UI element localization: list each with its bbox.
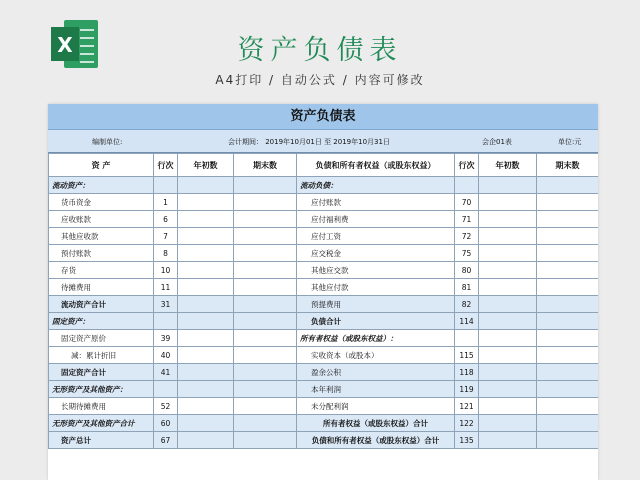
asset-begin-cell[interactable] [178,432,234,449]
table-row [49,177,599,194]
asset-end-cell[interactable] [234,313,297,330]
asset-name-cell[interactable]: 长期待摊费用 [49,398,154,415]
asset-row-no-cell[interactable]: 39 [154,330,178,347]
liability-row-no-cell[interactable]: 75 [455,245,479,262]
liability-row-no-cell[interactable]: 118 [455,364,479,381]
liability-name-cell[interactable]: 应付工资 [297,228,455,245]
table-row [49,313,599,330]
table-row [49,194,599,211]
liability-row-no-cell[interactable]: 80 [455,262,479,279]
table-row [49,279,599,296]
unit-label: 编制单位: [92,138,123,146]
col-header-end: 期末数 [234,154,297,177]
liability-end-cell[interactable] [537,177,599,194]
asset-row-no-cell[interactable]: 41 [154,364,178,381]
asset-row-no-cell[interactable]: 52 [154,398,178,415]
asset-name-cell[interactable]: 应收账款 [49,211,154,228]
liability-name-cell[interactable]: 流动负债： [297,177,455,194]
asset-begin-cell[interactable] [178,330,234,347]
liability-name-cell[interactable]: 所有者权益（或股东权益）： [297,330,455,347]
liability-end-cell[interactable] [537,398,599,415]
liability-end-cell[interactable] [537,381,599,398]
liability-row-no-cell[interactable]: 115 [455,347,479,364]
asset-name-cell[interactable]: 无形资产及其他资产合计 [49,415,154,432]
asset-end-cell[interactable] [234,364,297,381]
liability-name-cell[interactable]: 负债合计 [297,313,455,330]
table-row [49,245,599,262]
page-header [0,0,640,100]
liability-end-cell[interactable] [537,262,599,279]
asset-row-no-cell[interactable]: 11 [154,279,178,296]
spreadsheet [48,104,598,480]
liability-begin-cell[interactable] [479,211,537,228]
liability-name-cell[interactable]: 其他应交款 [297,262,455,279]
col-header-row-no-2: 行次 [455,154,479,177]
liability-name-cell[interactable]: 本年利润 [297,381,455,398]
liability-end-cell[interactable] [537,432,599,449]
asset-begin-cell[interactable] [178,194,234,211]
col-header-begin: 年初数 [178,154,234,177]
table-row [49,381,599,398]
asset-row-no-cell[interactable]: 8 [154,245,178,262]
liability-name-cell[interactable]: 负债和所有者权益（或股东权益）合计 [297,432,455,449]
asset-name-cell[interactable]: 固定资产： [49,313,154,330]
liability-begin-cell[interactable] [479,330,537,347]
asset-row-no-cell[interactable]: 6 [154,211,178,228]
liability-name-cell[interactable]: 预提费用 [297,296,455,313]
asset-name-cell[interactable]: 固定资产合计 [49,364,154,381]
liability-name-cell[interactable]: 所有者权益（或股东权益）合计 [297,415,455,432]
col-header-asset: 资 产 [49,154,154,177]
asset-name-cell[interactable]: 预付账款 [49,245,154,262]
asset-begin-cell[interactable] [178,296,234,313]
asset-end-cell[interactable] [234,347,297,364]
asset-begin-cell[interactable] [178,245,234,262]
asset-end-cell[interactable] [234,228,297,245]
liability-begin-cell[interactable] [479,228,537,245]
asset-name-cell[interactable]: 存货 [49,262,154,279]
liability-row-no-cell[interactable]: 122 [455,415,479,432]
liability-row-no-cell[interactable]: 81 [455,279,479,296]
asset-row-no-cell[interactable] [154,313,178,330]
liability-begin-cell[interactable] [479,177,537,194]
asset-name-cell[interactable]: 无形资产及其他资产： [49,381,154,398]
table-row [49,432,599,449]
asset-end-cell[interactable] [234,398,297,415]
form-number: 会企01表 [482,138,512,146]
liability-begin-cell[interactable] [479,313,537,330]
asset-end-cell[interactable] [234,262,297,279]
asset-end-cell[interactable] [234,330,297,347]
liability-name-cell[interactable]: 盈余公积 [297,364,455,381]
table-row [49,228,599,245]
asset-name-cell[interactable]: 流动资产： [49,177,154,194]
table-row [49,364,599,381]
liability-row-no-cell[interactable] [455,177,479,194]
liability-begin-cell[interactable] [479,347,537,364]
asset-name-cell[interactable]: 固定资产原价 [49,330,154,347]
liability-row-no-cell[interactable]: 82 [455,296,479,313]
liability-row-no-cell[interactable]: 135 [455,432,479,449]
asset-name-cell[interactable]: 减：累计折旧 [49,347,154,364]
liability-begin-cell[interactable] [479,262,537,279]
table-row [49,262,599,279]
col-header-begin-2: 年初数 [479,154,537,177]
liability-begin-cell[interactable] [479,245,537,262]
liability-end-cell[interactable] [537,194,599,211]
col-header-row-no: 行次 [154,154,178,177]
liability-name-cell[interactable]: 其他应付款 [297,279,455,296]
liability-begin-cell[interactable] [479,194,537,211]
table-header-row [49,154,599,177]
asset-end-cell[interactable] [234,177,297,194]
asset-name-cell[interactable]: 流动资产合计 [49,296,154,313]
asset-begin-cell[interactable] [178,347,234,364]
liability-row-no-cell[interactable]: 72 [455,228,479,245]
liability-row-no-cell[interactable]: 114 [455,313,479,330]
liability-name-cell[interactable]: 应交税金 [297,245,455,262]
liability-row-no-cell[interactable]: 71 [455,211,479,228]
liability-end-cell[interactable] [537,228,599,245]
liability-row-no-cell[interactable]: 119 [455,381,479,398]
table-row [49,296,599,313]
liability-begin-cell[interactable] [479,432,537,449]
asset-end-cell[interactable] [234,415,297,432]
asset-begin-cell[interactable] [178,398,234,415]
liability-row-no-cell[interactable]: 121 [455,398,479,415]
asset-row-no-cell[interactable] [154,177,178,194]
asset-name-cell[interactable]: 货币资金 [49,194,154,211]
asset-row-no-cell[interactable]: 31 [154,296,178,313]
page-title: 资产负债表 [237,35,403,66]
asset-name-cell[interactable]: 其他应收款 [49,228,154,245]
table-row [49,398,599,415]
asset-row-no-cell[interactable] [154,381,178,398]
asset-end-cell[interactable] [234,432,297,449]
asset-end-cell[interactable] [234,245,297,262]
liability-end-cell[interactable] [537,313,599,330]
table-row [49,211,599,228]
asset-end-cell[interactable] [234,211,297,228]
sheet-info-bar [48,130,598,153]
liability-row-no-cell[interactable] [455,330,479,347]
svg-text:X: X [57,33,73,57]
asset-begin-cell[interactable] [178,262,234,279]
liability-end-cell[interactable] [537,296,599,313]
liability-begin-cell[interactable] [479,415,537,432]
balance-sheet-table [48,153,598,449]
asset-row-no-cell[interactable]: 7 [154,228,178,245]
asset-end-cell[interactable] [234,381,297,398]
asset-begin-cell[interactable] [178,381,234,398]
asset-begin-cell[interactable] [178,415,234,432]
asset-begin-cell[interactable] [178,177,234,194]
asset-name-cell[interactable]: 资产总计 [49,432,154,449]
table-row [49,415,599,432]
asset-end-cell[interactable] [234,296,297,313]
liability-begin-cell[interactable] [479,296,537,313]
liability-end-cell[interactable] [537,279,599,296]
asset-begin-cell[interactable] [178,228,234,245]
period-text: 会计期间： 2019年10月01日 至 2019年10月31日 [228,138,390,146]
col-header-liability: 负债和所有者权益（或股东权益） [297,154,455,177]
liability-end-cell[interactable] [537,364,599,381]
asset-begin-cell[interactable] [178,313,234,330]
liability-end-cell[interactable] [537,211,599,228]
asset-row-no-cell[interactable]: 10 [154,262,178,279]
liability-begin-cell[interactable] [479,398,537,415]
liability-name-cell[interactable]: 应付账款 [297,194,455,211]
liability-begin-cell[interactable] [479,381,537,398]
asset-begin-cell[interactable] [178,364,234,381]
liability-end-cell[interactable] [537,330,599,347]
liability-begin-cell[interactable] [479,364,537,381]
asset-row-no-cell[interactable]: 1 [154,194,178,211]
sheet-title: 资产负债表 [48,104,598,130]
asset-end-cell[interactable] [234,279,297,296]
currency-unit: 单位:元 [558,138,582,146]
liability-row-no-cell[interactable]: 70 [455,194,479,211]
page-subtitle: A4打印 / 自动公式 / 内容可修改 [215,73,425,87]
liability-end-cell[interactable] [537,245,599,262]
asset-row-no-cell[interactable]: 60 [154,415,178,432]
asset-begin-cell[interactable] [178,211,234,228]
asset-begin-cell[interactable] [178,279,234,296]
table-row [49,347,599,364]
liability-name-cell[interactable]: 应付福利费 [297,211,455,228]
liability-end-cell[interactable] [537,347,599,364]
asset-name-cell[interactable]: 待摊费用 [49,279,154,296]
liability-name-cell[interactable]: 实收资本（或股本） [297,347,455,364]
liability-begin-cell[interactable] [479,279,537,296]
table-row [49,330,599,347]
col-header-end-2: 期末数 [537,154,599,177]
asset-row-no-cell[interactable]: 40 [154,347,178,364]
liability-name-cell[interactable]: 未分配利润 [297,398,455,415]
liability-end-cell[interactable] [537,415,599,432]
asset-end-cell[interactable] [234,194,297,211]
asset-row-no-cell[interactable]: 67 [154,432,178,449]
